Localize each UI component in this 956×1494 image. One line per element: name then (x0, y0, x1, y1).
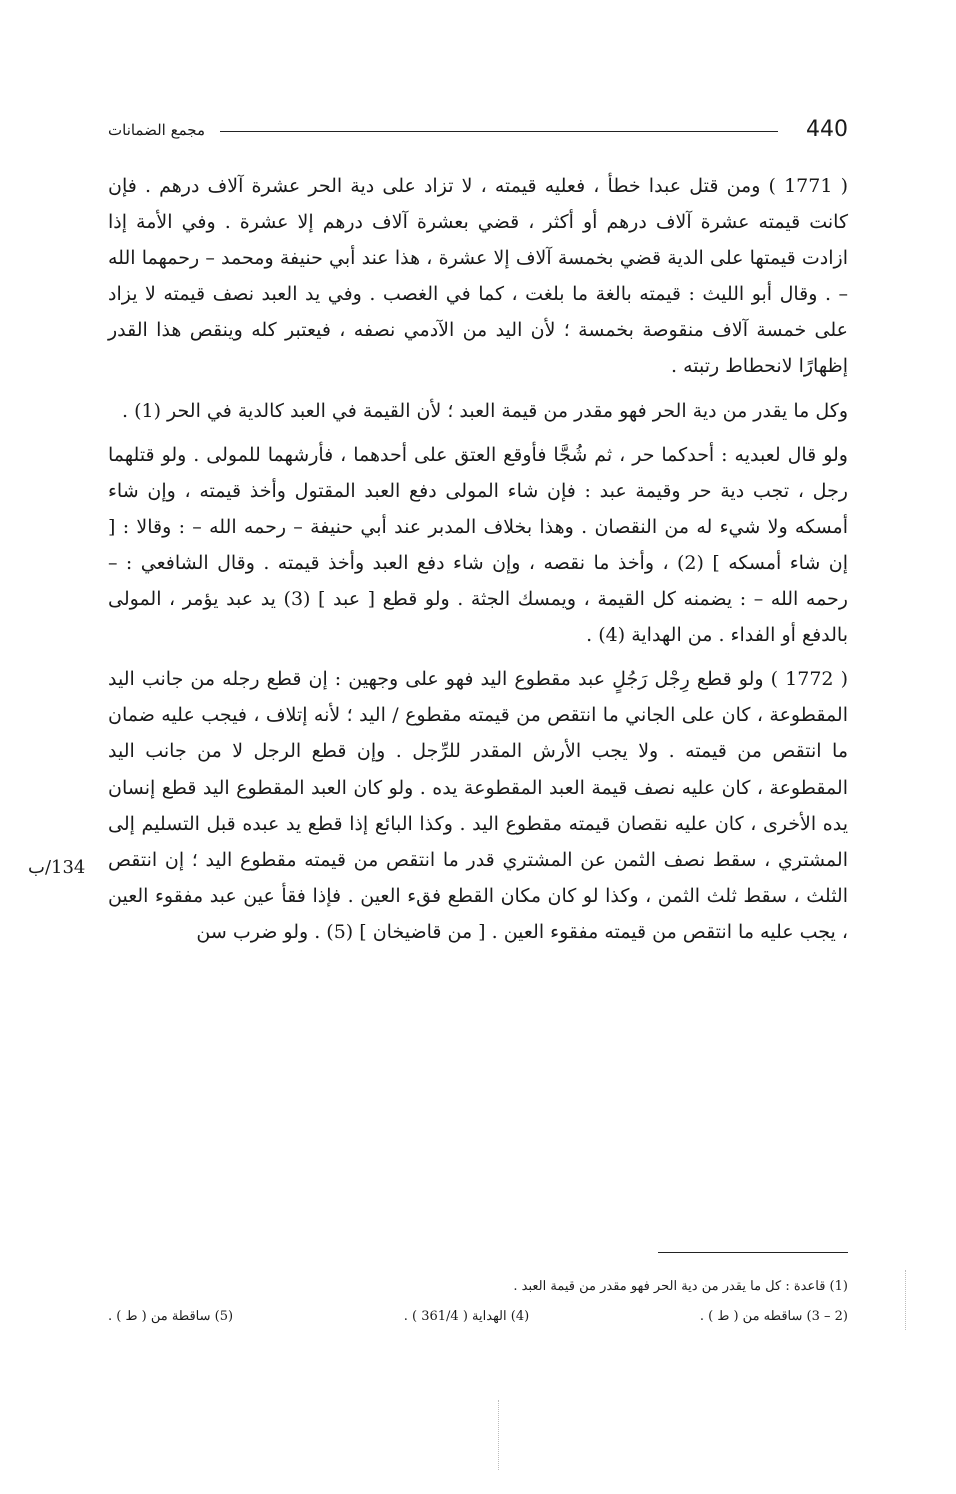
paragraph-two-slaves: ولو قال لعبديه : أحدكما حر ، ثم شُجَّا فأوقع العتق على أحدهما ، فأرشهما للمولى . ولو قتلهما رجل ، تجب دية حر وقيمة عبد : فإن شاء المولى دفع العبد المقتول وأخذ قيمته ، وإن شاء أمسكه ولا شيء له من النقصان . وهذا بخلاف المدبر عند أبي حنيفة – رحمه الله – : وقالا : [ إن شاء أمسكه ] (2) ، وأخذ ما نقصه ، وإن شاء دفع العبد وأخذ قيمته . وقال الشافعي : – رحمه الله – : يضمنه كل القيمة ، ويمسك الجثة . ولو قطع [ عبد ] (3) يد عبد يؤمر ، المولى بالدفع أو الفداء . من الهداية (4) . (108, 443, 849, 647)
scan-artifact-line (905, 1270, 906, 1330)
footnotes (108, 1272, 848, 1332)
paragraph-1771: ( 1771 ) ومن قتل عبدا خطأ ، فعليه قيمته ، لا تزاد على دية الحر عشرة آلاف درهم . فإن كانت قيمته عشرة آلاف درهم أو أكثر ، قضي بعشرة آلاف درهم إلا عشرة . وفي الأمة إذا ازادت قيمتها على الدية قضي بخمسة آلاف إلا عشرة ، هذا عند أبي حنيفة ومحمد – رحمهما الله – . وقال أبو الليث : قيمته بالغة ما بلغت ، كما في الغصب . وفي يد العبد نصف قيمته لا يزاد على خمسة آلاف منقوصة بخمسة ؛ لأن اليد من الآدمي نصفه ، فيعتبر كله وينقص هذا القدر إظهارًا لانحطاط رتبته . (108, 175, 848, 378)
paragraph-rule: وكل ما يقدر من دية الحر فهو مقدر من قيمة العبد ؛ لأن القيمة في العبد كالدية في الحر (1) . (121, 399, 848, 422)
body-text (108, 168, 848, 958)
footnote-row-2 (108, 1302, 848, 1332)
footnote-row-1 (108, 1272, 848, 1302)
header-rule (220, 131, 778, 132)
footnote-5: (5) ساقطة من ( ط ) . (108, 1309, 234, 1324)
scan-artifact-line (498, 1400, 499, 1470)
footnote-2-3: (2 – 3) ساقطه من ( ط ) . (699, 1309, 848, 1324)
footnote-1: (1) قاعدة : كل ما يقدر من دية الحر فهو مقدر من قيمة العبد . (513, 1279, 848, 1294)
footnote-rule (658, 1252, 848, 1253)
page-header (108, 112, 848, 148)
manuscript-folio-note: 134/ب (28, 857, 86, 878)
footnote-4: (4) الهداية ( 361/4 ) . (403, 1309, 530, 1324)
paragraph-1772: ( 1772 ) ولو قطع رِجْل رَجُلٍ عبد مقطوع اليد فهو على وجهين : إن قطع رجله من جانب اليد المقطوعة ، كان على الجاني ما انتقص من قيمته مقطوع / اليد ؛ لأنه إتلاف ، فيجب عليه ضمان ما انتقص من قيمته . ولا يجب الأرش المقدر للرِّجل . وإن قطع الرجل لا من جانب اليد المقطوعة ، كان عليه نصف قيمة العبد المقطوعة يده . ولو كان العبد المقطوع اليد قطع إنسان يده الأخرى ، كان عليه نقصان قيمته مقطوع اليد . وكذا البائع إذا قطع يد عبده قبل التسليم إلى المشتري ، سقط نصف الثمن عن المشتري قدر ما انتقص من قيمته مقطوع اليد ؛ إن انتقص الثلث ، سقط ثلث الثمن ، وكذا لو كان مكان القطع فقء العين . فإذا فقأ عين عبد مفقوء العين ، يجب عليه ما انتقص من قيمته مفقوء العين . [ من قاضيخان ] (5) . ولو ضرب سن (108, 668, 848, 943)
running-title: مجمع الضمانات (108, 121, 205, 139)
page-number: 440 (806, 117, 848, 142)
